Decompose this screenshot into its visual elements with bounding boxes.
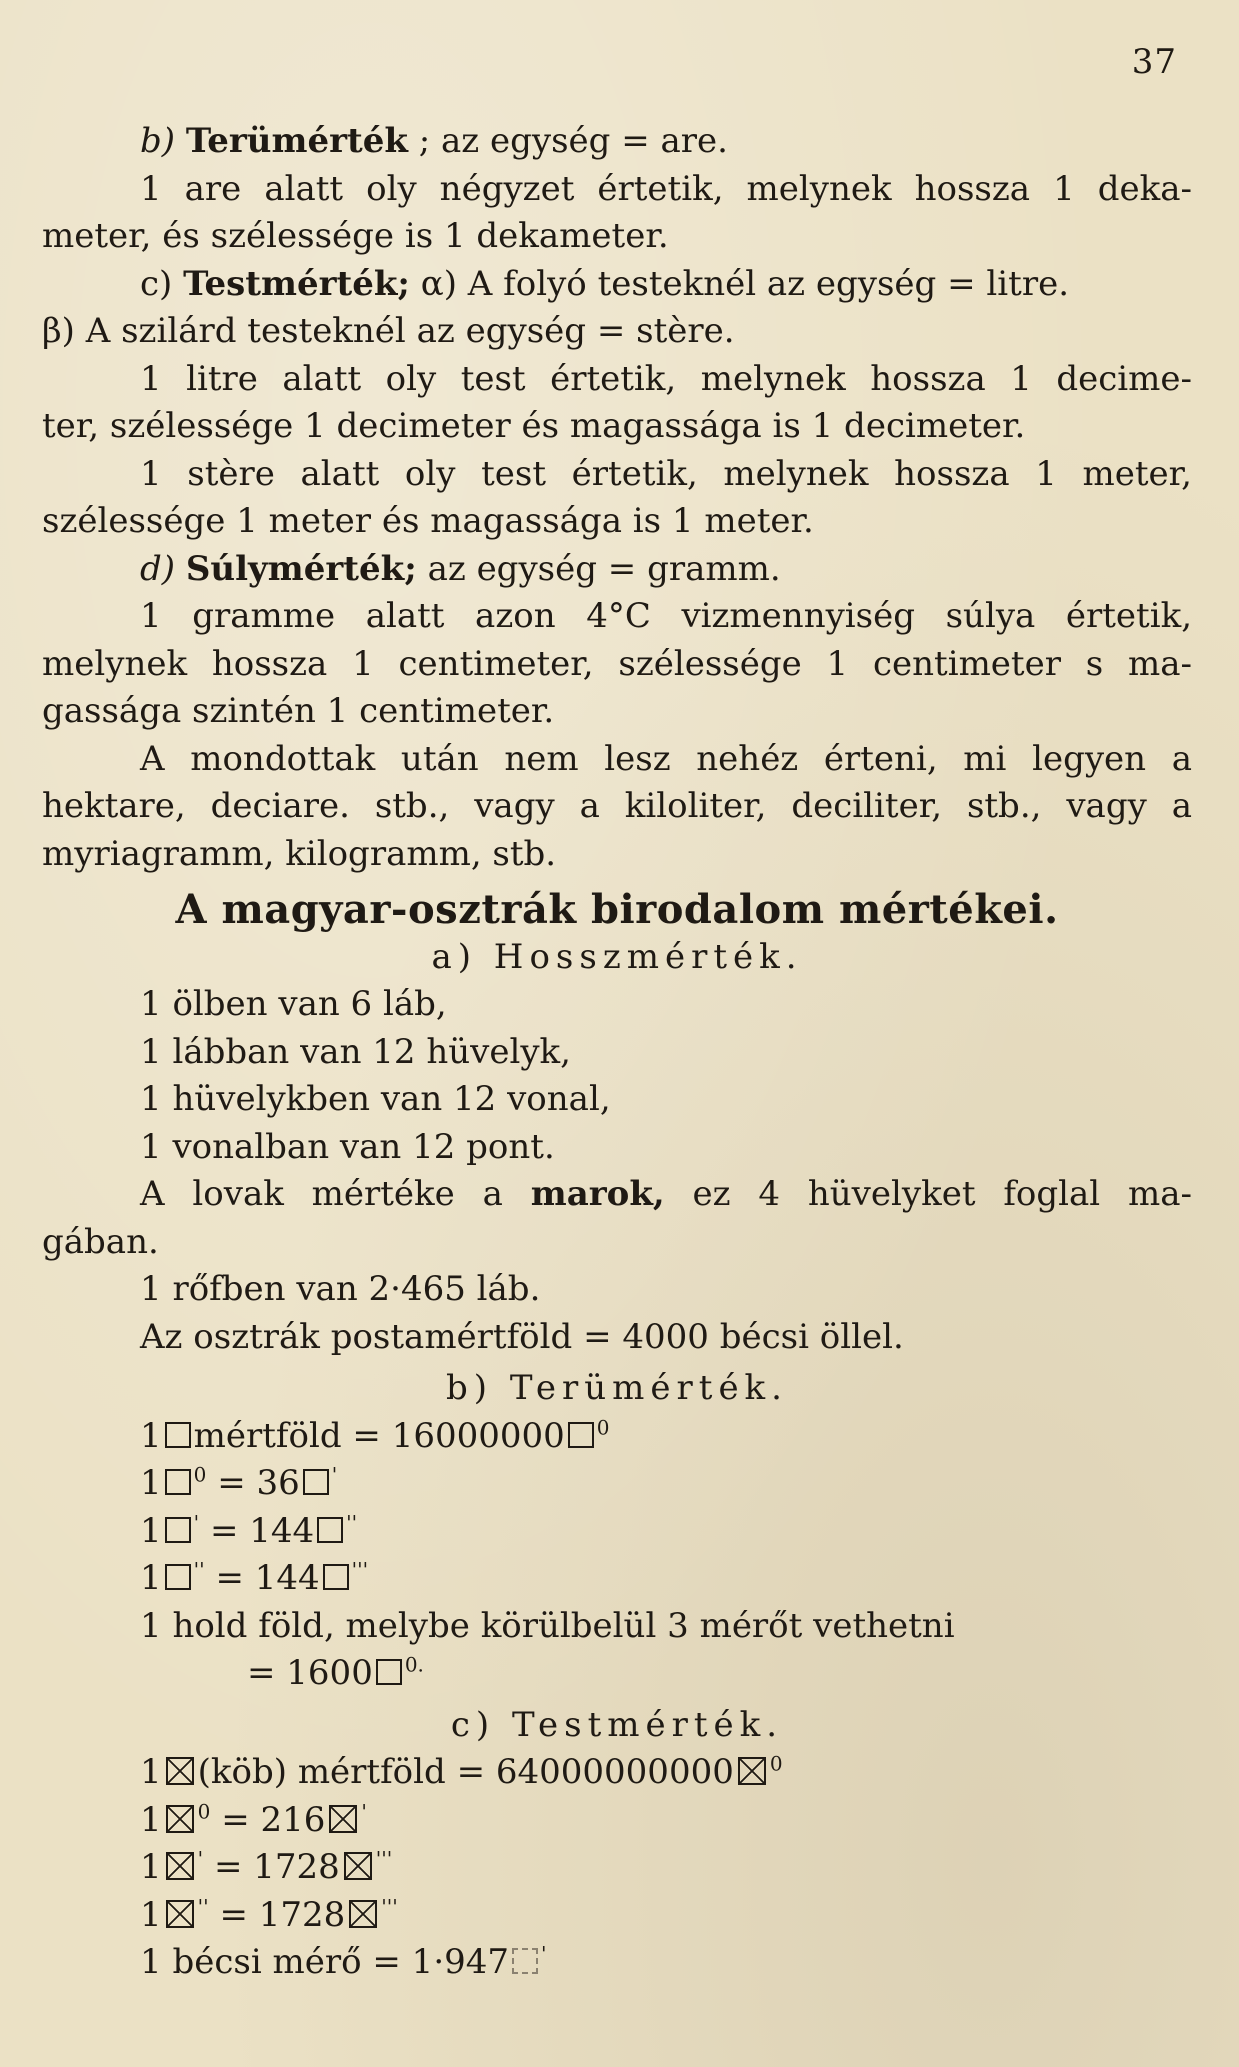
superscript: 0	[596, 1415, 610, 1440]
line-text: ez 4 hüvelyket foglal ma-	[664, 1174, 1192, 1214]
line-text: = 1728	[213, 1847, 340, 1887]
measure-line: 1 rőfben van 2·465 láb.	[140, 1269, 541, 1309]
line-text: 1	[140, 1894, 162, 1935]
text-line: 1 gramme alatt azon 4°C vizmennyiség súlya értetik,	[140, 596, 1192, 636]
text-line: myriagramm, kilogramm, stb.	[42, 833, 557, 874]
page-text	[42, 118, 1192, 1987]
line-text: az egység = gramm.	[416, 548, 781, 589]
superscript: '	[331, 1462, 338, 1487]
measure-line: 1 ölben van 6 láb,	[140, 984, 447, 1024]
superscript: ''	[193, 1557, 205, 1582]
superscript: '	[361, 1799, 367, 1824]
volume-line	[42, 1892, 1192, 1940]
superscript: 0.	[404, 1652, 424, 1677]
text-line: ter, szélessége 1 decimeter és magassága is 1 decimeter.	[42, 406, 1026, 446]
text-line	[42, 118, 1192, 166]
text-line: β) A szilárd testeknél az egység = stère.	[42, 311, 735, 351]
line-text: mértföld = 16000000	[193, 1415, 565, 1456]
superscript: '''	[375, 1846, 393, 1871]
cube-symbol-icon	[738, 1757, 766, 1785]
area-line	[42, 1650, 1192, 1698]
line-text: = 1728	[219, 1894, 346, 1935]
superscript: 0	[193, 1462, 207, 1487]
text-line	[42, 261, 1192, 309]
cube-symbol-icon	[166, 1900, 194, 1928]
text-line: 1 are alatt oly négyzet értetik, melynek hossza 1 deka-	[140, 168, 1192, 209]
square-symbol-icon	[165, 1517, 191, 1543]
cube-symbol-icon	[166, 1805, 194, 1833]
page-number: 37	[1131, 42, 1177, 82]
square-symbol-icon	[165, 1469, 191, 1495]
cube-symbol-icon	[344, 1852, 372, 1880]
square-symbol-icon	[568, 1422, 594, 1448]
line-text: 1	[140, 1510, 162, 1551]
text-line	[42, 546, 1192, 594]
superscript: '''	[381, 1894, 398, 1919]
volume-line	[42, 1749, 1192, 1797]
line-text: = 1600	[247, 1653, 373, 1693]
line-text: ; az egység = are.	[407, 121, 728, 161]
measure-line: Az osztrák postamértföld = 4000 bécsi öllel.	[140, 1316, 904, 1357]
superscript: '	[193, 1510, 200, 1535]
line-text: = 144	[215, 1558, 320, 1598]
square-symbol-icon	[376, 1659, 402, 1685]
cube-symbol-icon	[512, 1948, 538, 1974]
term-bold: Terümérték	[185, 121, 408, 161]
superscript: '	[197, 1846, 204, 1871]
area-line	[42, 1413, 1192, 1461]
text-line: hektare, deciare. stb., vagy a kiloliter, deciliter, stb., vagy a	[42, 786, 1192, 826]
line-text: 1	[140, 1799, 162, 1840]
line-text: 1	[140, 1463, 162, 1503]
square-symbol-icon	[317, 1517, 343, 1543]
measure-line: 1 vonalban van 12 pont.	[140, 1126, 555, 1167]
section-heading: A magyar-osztrák birodalom mértékei.	[175, 886, 1059, 933]
line-text: α) A folyó testeknél az egység = litre.	[409, 263, 1070, 304]
cube-symbol-icon	[329, 1805, 357, 1833]
term-bold: marok,	[530, 1174, 665, 1214]
superscript: ''	[346, 1510, 358, 1535]
volume-line	[42, 1797, 1192, 1845]
term-bold: Testmérték;	[183, 263, 410, 304]
line-text: 1	[140, 1415, 162, 1456]
cube-symbol-icon	[349, 1900, 377, 1928]
superscript: '	[541, 1941, 547, 1966]
superscript: 0	[769, 1751, 783, 1776]
line-text: = 36	[217, 1463, 300, 1503]
area-line	[42, 1555, 1192, 1603]
item-label: c)	[140, 263, 184, 304]
measure-line: 1 lábban van 12 hüvelyk,	[140, 1031, 571, 1072]
area-line: 1 hold föld, melybe körülbelül 3 mérőt vethetni	[140, 1605, 955, 1646]
line-text: 1 bécsi mérő = 1·947	[140, 1942, 510, 1982]
measure-line: 1 hüvelykben van 12 vonal,	[140, 1079, 611, 1119]
text-line: szélessége 1 meter és magassága is 1 meter.	[42, 501, 814, 541]
superscript: ''	[197, 1894, 209, 1919]
text-line: meter, és szélessége is 1 dekameter.	[42, 216, 669, 256]
volume-line	[42, 1939, 1192, 1987]
item-label: d)	[140, 548, 186, 589]
term-bold: Súlymérték;	[185, 548, 417, 589]
square-symbol-icon	[165, 1564, 191, 1590]
superscript: '''	[351, 1557, 369, 1582]
square-symbol-icon	[323, 1564, 349, 1590]
text-line: gassága szintén 1 centimeter.	[42, 691, 555, 731]
cube-symbol-icon	[166, 1852, 194, 1880]
text-line	[42, 1171, 1192, 1219]
line-text: 1	[140, 1558, 162, 1598]
volume-line	[42, 1844, 1192, 1892]
subheading-volume: c) Testmérték.	[450, 1704, 784, 1745]
text-line: 1 litre alatt oly test értetik, melynek hossza 1 decime-	[140, 358, 1192, 399]
area-line	[42, 1460, 1192, 1508]
text-line: 1 stère alatt oly test értetik, melynek hossza 1 meter,	[140, 453, 1192, 494]
cube-symbol-icon	[166, 1757, 194, 1785]
text-line: A mondottak után nem lesz nehéz érteni, mi legyen a	[140, 738, 1192, 779]
area-line	[42, 1508, 1192, 1556]
line-text: 1	[140, 1752, 162, 1792]
square-symbol-icon	[165, 1422, 191, 1448]
line-text: 1	[140, 1847, 162, 1887]
subheading-length: a) Hosszmérték.	[431, 936, 803, 977]
line-text: A lovak mértéke a	[140, 1174, 531, 1214]
superscript: 0	[197, 1799, 211, 1824]
line-text: (köb) mértföld = 64000000000	[197, 1752, 734, 1792]
line-text: = 144	[209, 1510, 315, 1551]
text-line: gában.	[42, 1221, 159, 1262]
square-symbol-icon	[303, 1469, 329, 1495]
line-text: = 216	[221, 1799, 326, 1840]
subheading-area: b) Terümérték.	[446, 1368, 788, 1408]
item-label: b)	[140, 121, 186, 161]
text-line: melynek hossza 1 centimeter, szélessége 1 centimeter s ma-	[42, 643, 1192, 684]
